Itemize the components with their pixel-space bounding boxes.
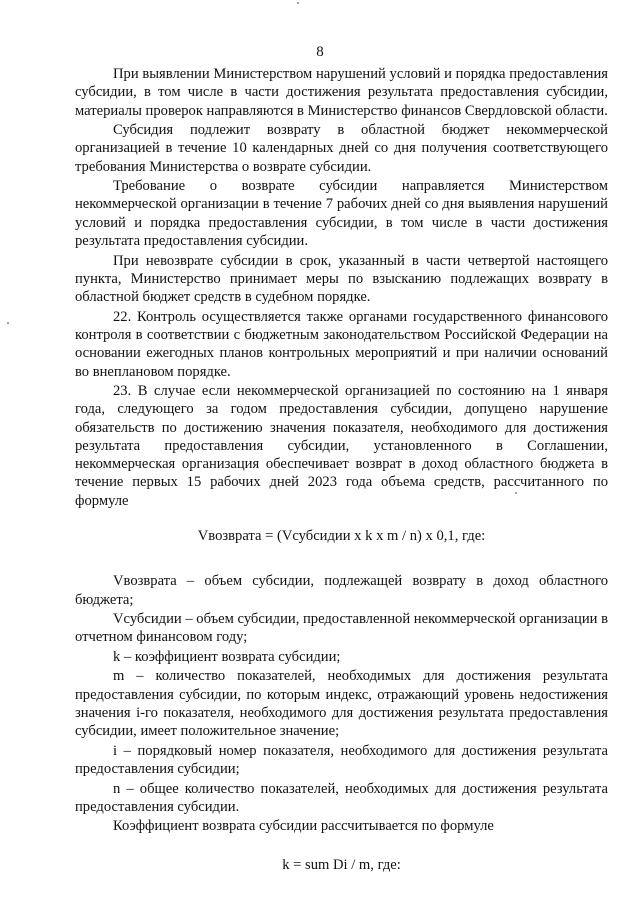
formula-return-amount: Vвозврата = (Vсубсидии x k x m / n) x 0,1, где: xyxy=(197,528,486,545)
paragraph-item-23: 23. В случае если некоммерческой организацией по состоянию на 1 января года, следующего за годом предоставления субсидии, допущено нарушение обязательств по достижению значения показателя, необходимого для достижения результата предоставления субсидии, установленного в Соглашении, некоммерческая организация обеспечивает возврат в доход областного бюджета в течение первых 15 рабочих дней 2023 года объема средств, рассчитанного по формуле xyxy=(75,382,608,509)
definition-v-return: Vвозврата – объем субсидии, подлежащей возврату в доход областного бюджета; xyxy=(75,573,608,608)
page-number: 8 xyxy=(316,44,324,60)
definition-k: k – коэффициент возврата субсидии; xyxy=(113,648,341,665)
scan-speck xyxy=(297,2,299,4)
definition-m: m – количество показателей, необходимых для достижения результата предоставления субсидии, по которым индекс, отражающий уровень недостижения значения i-го показателя, необходимого для достижения результата предоставления субсидии, имеет положительное значение; xyxy=(75,668,608,740)
paragraph: Субсидия подлежит возврату в областной бюджет некоммерческой организацией в течение 10 календарных дней со дня получения соответствующего требования Министерства о возврате субсидии. xyxy=(75,122,608,175)
paragraph: При невозврате субсидии в срок, указанный в части четвертой настоящего пункта, Министерство принимает меры по взысканию подлежащих возврату в областной бюджет средств в судебном порядке. xyxy=(75,252,608,306)
paragraph: При выявлении Министерством нарушений условий и порядка предоставления субсидии, в том числе в части достижения результата предоставления субсидии, материалы проверок направляются в Министерство финансов Свердловской области. xyxy=(75,66,608,119)
definition-n: n – общее количество показателей, необходимых для достижения результата предоставления субсидии. xyxy=(75,780,608,815)
document-body xyxy=(75,65,608,874)
paragraph: Требование о возврате субсидии направляется Министерством некоммерческой организации в течение 7 рабочих дней со дня выявления нарушений условий и порядка предоставления субсидии, в том числе в части достижения результата предоставления субсидии. xyxy=(75,178,608,250)
coefficient-intro: Коэффициент возврата субсидии рассчитывается по формуле xyxy=(113,818,494,835)
definition-i: i – порядковый номер показателя, необходимого для достижения результата предоставления субсидии; xyxy=(75,742,608,778)
definition-v-subsidy: Vсубсидии – объем субсидии, предоставленной некоммерческой организации в отчетном финансовом году; xyxy=(75,611,608,646)
formula-coefficient: k = sum Di / m, где: xyxy=(282,856,401,873)
scan-speck xyxy=(7,322,9,324)
paragraph-item-22: 22. Контроль осуществляется также органами государственного финансового контроля в соответствии с бюджетным законодательством Российской Федерации на основании ежегодных планов контрольных мероприятий и при наличии оснований во внеплановом порядке. xyxy=(75,308,608,380)
